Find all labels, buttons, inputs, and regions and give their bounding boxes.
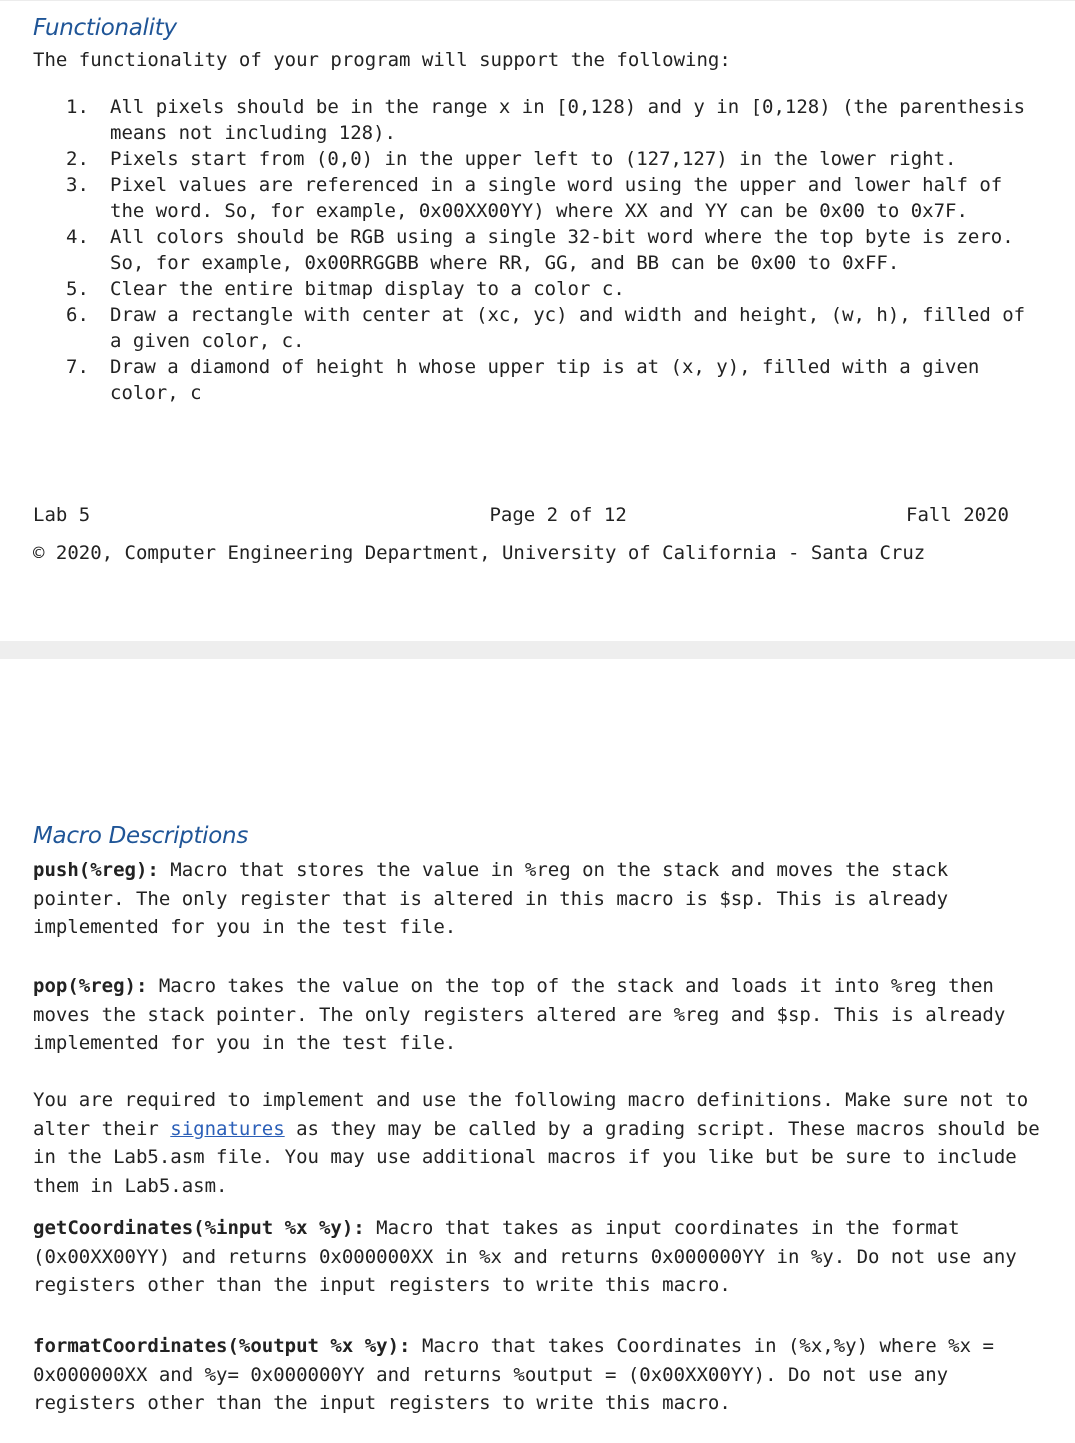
list-item: 1. All pixels should be in the range x in [0,128) and y in [0,128) (the parenthesis means not including 128). <box>66 96 1026 144</box>
macro-descriptions-heading: Macro Descriptions <box>33 823 248 849</box>
push-macro-description: push(%reg): Macro that stores the value in %reg on the stack and moves the stack pointer. The only register that is altered in this macro is $sp. This is already implemented for you in the test file. <box>33 859 949 938</box>
getcoordinates-macro-description: getCoordinates(%input %x %y): Macro that takes as input coordinates in the format (0x00XX00YY) and returns 0x000000XX in %x and returns 0x000000YY in %y. Do not use any registers other than the input registers to write this macro. <box>33 1217 1017 1296</box>
getcoordinates-signature: getCoordinates(%input %x %y): <box>33 1217 365 1239</box>
footer-page-number: Page 2 of 12 <box>489 504 627 526</box>
list-item: 4. All colors should be RGB using a single 32-bit word where the top byte is zero. So, for example, 0x00RRGGBB where RR, GG, and BB can be 0x00 to 0xFF. <box>66 226 1014 274</box>
pop-signature: pop(%reg): <box>33 975 148 997</box>
required-macros-paragraph: You are required to implement and use the following macro definitions. Make sure not to alter their signatures as they may be called by a grading script. These macros should be in the Lab5.asm file. You may use additional macros if you like but be sure to include them in Lab5.asm. <box>33 1089 1040 1197</box>
list-item: 2. Pixels start from (0,0) in the upper left to (127,127) in the lower right. <box>66 148 957 170</box>
list-item: 6. Draw a rectangle with center at (xc, yc) and width and height, (w, h), filled of a given color, c. <box>66 304 1026 352</box>
functionality-intro: The functionality of your program will support the following: <box>33 49 731 71</box>
requirements-list <box>66 94 1046 406</box>
list-item: 7. Draw a diamond of height h whose upper tip is at (x, y), filled with a given color, c <box>66 356 980 404</box>
document-page-2 <box>0 659 1075 1443</box>
push-signature: push(%reg): <box>33 859 159 881</box>
footer-copyright: © 2020, Computer Engineering Department, University of California - Santa Cruz <box>33 542 926 564</box>
pop-macro-description: pop(%reg): Macro takes the value on the top of the stack and loads it into %reg then moves the stack pointer. The only registers altered are %reg and $sp. This is already implemented for you in the test file. <box>33 975 1006 1054</box>
list-item: 3. Pixel values are referenced in a single word using the upper and lower half of the word. So, for example, 0x00XX00YY) where XX and YY can be 0x00 to 0x7F. <box>66 174 1003 222</box>
page-footer <box>33 504 1009 526</box>
formatcoordinates-signature: formatCoordinates(%output %x %y): <box>33 1335 411 1357</box>
functionality-heading: Functionality <box>33 15 177 41</box>
page-divider <box>0 641 1075 659</box>
list-item: 5. Clear the entire bitmap display to a color c. <box>66 278 625 300</box>
formatcoordinates-macro-description: formatCoordinates(%output %x %y): Macro that takes Coordinates in (%x,%y) where %x = 0x000000XX and %y= 0x000000YY and returns %output = (0x00XX00YY). Do not use any registers other than the input registers to write this macro. <box>33 1335 994 1414</box>
signatures-link[interactable]: signatures <box>170 1117 285 1140</box>
footer-term: Fall 2020 <box>906 504 1009 526</box>
document-page-1 <box>0 0 1075 642</box>
footer-lab: Lab 5 <box>33 504 91 526</box>
